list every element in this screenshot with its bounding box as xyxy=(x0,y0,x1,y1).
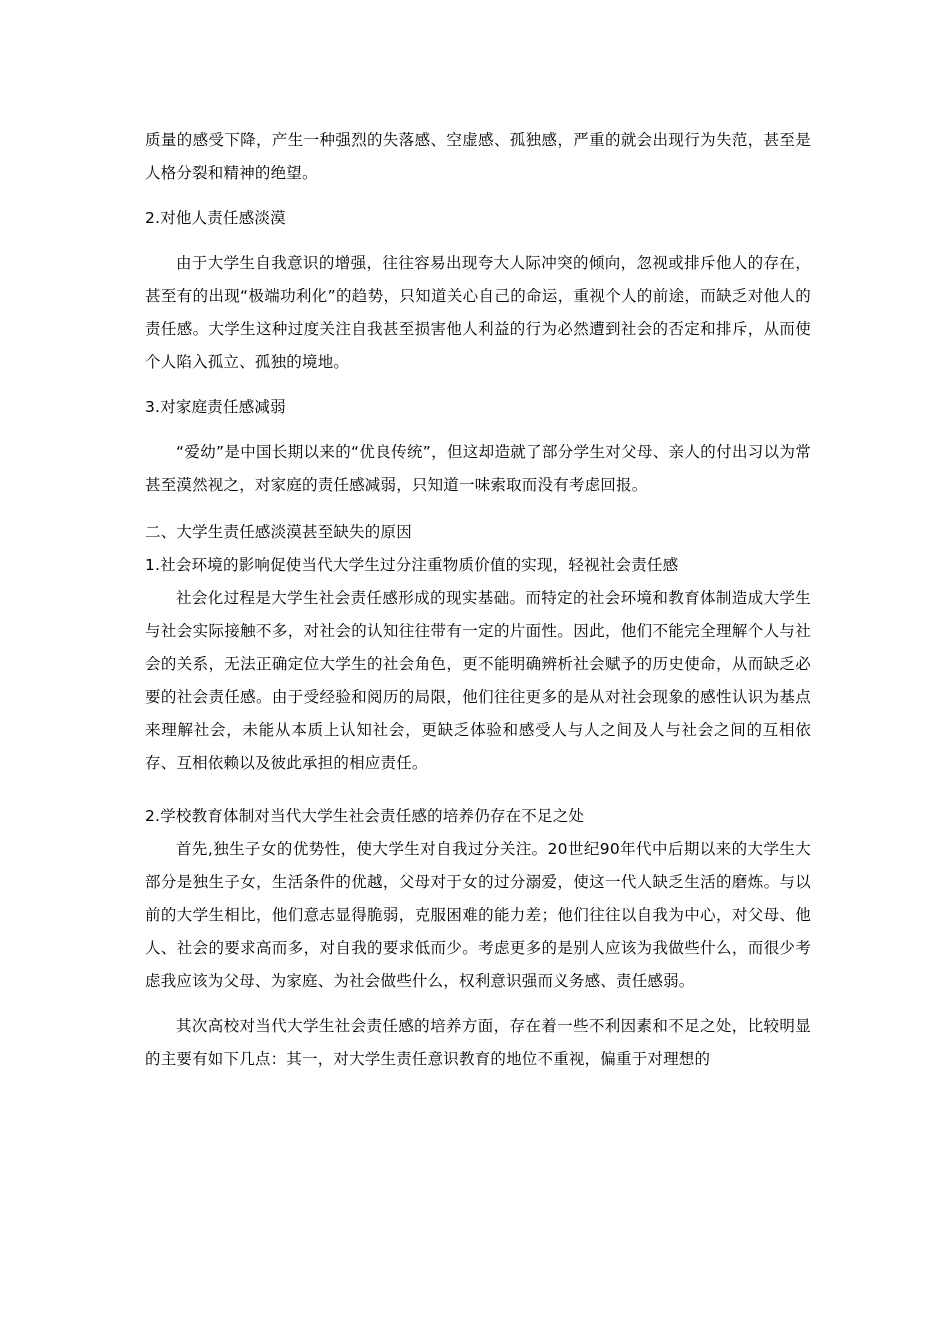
paragraph-responsibility-to-others: 由于大学生自我意识的增强，往往容易出现夸大人际冲突的倾向，忽视或排斥他人的存在，甚至有的出现“极端功利化”的趋势，只知道关心自己的命运，重视个人的前途，而缺乏对他人的责任感。大学生这种过度关注自我甚至损害他人利益的行为必然遭到社会的否定和排斥，从而使个人陷入孤立、孤独的境地。 xyxy=(145,254,811,371)
section-heading-causes: 二、大学生责任感淡漠甚至缺失的原因 xyxy=(145,523,412,541)
paragraph-social-environment: 社会化过程是大学生社会责任感形成的现实基础。而特定的社会环境和教育体制造成大学生与社会实际接触不多，对社会的认知往往带有一定的片面性。因此，他们不能完全理解个人与社会的关系，无法正确定位大学生的社会角色，更不能明确辨析社会赋予的历史使命，从而缺乏必要的社会责任感。由于受经验和阅历的局限，他们往往更多的是从对社会现象的感性认识为基点来理解社会，未能从本质上认知社会，更缺乏体验和感受人与人之间及人与社会之间的互相依存、互相依赖以及彼此承担的相应责任。 xyxy=(145,589,811,772)
paragraph-university-training: 其次高校对当代大学生社会责任感的培养方面，存在着一些不利因素和不足之处，比较明显的主要有如下几点：其一，对大学生责任意识教育的地位不重视，偏重于对理想的 xyxy=(145,1017,811,1068)
heading-responsibility-to-others: 2.对他人责任感淡漠 xyxy=(145,209,286,227)
heading-social-environment: 1.社会环境的影响促使当代大学生过分注重物质价值的实现，轻视社会责任感 xyxy=(145,556,679,574)
heading-family-responsibility: 3.对家庭责任感减弱 xyxy=(145,398,286,416)
paragraph-only-child: 首先,独生子女的优势性，使大学生对自我过分关注。20世纪90年代中后期以来的大学生大部分是独生子女，生活条件的优越，父母对于女的过分溺爱，使这一代人缺乏生活的磨炼。与以前的大学生相比，他们意志显得脆弱，克服困难的能力差；他们往往以自我为中心，对父母、他人、社会的要求高而多，对自我的要求低而少。考虑更多的是别人应该为我做些什么，而很少考虑我应该为父母、为家庭、为社会做些什么，权利意识强而义务感、责任感弱。 xyxy=(145,840,811,990)
document-page xyxy=(145,124,811,1076)
paragraph-continued: 质量的感受下降，产生一种强烈的失落感、空虚感、孤独感，严重的就会出现行为失范，甚至是人格分裂和精神的绝望。 xyxy=(145,131,811,182)
paragraph-family-responsibility: “爱幼”是中国长期以来的“优良传统”，但这却造就了部分学生对父母、亲人的付出习以为常甚至漠然视之，对家庭的责任感减弱，只知道一味索取而没有考虑回报。 xyxy=(145,443,811,494)
heading-school-education: 2.学校教育体制对当代大学生社会责任感的培养仍存在不足之处 xyxy=(145,807,585,825)
